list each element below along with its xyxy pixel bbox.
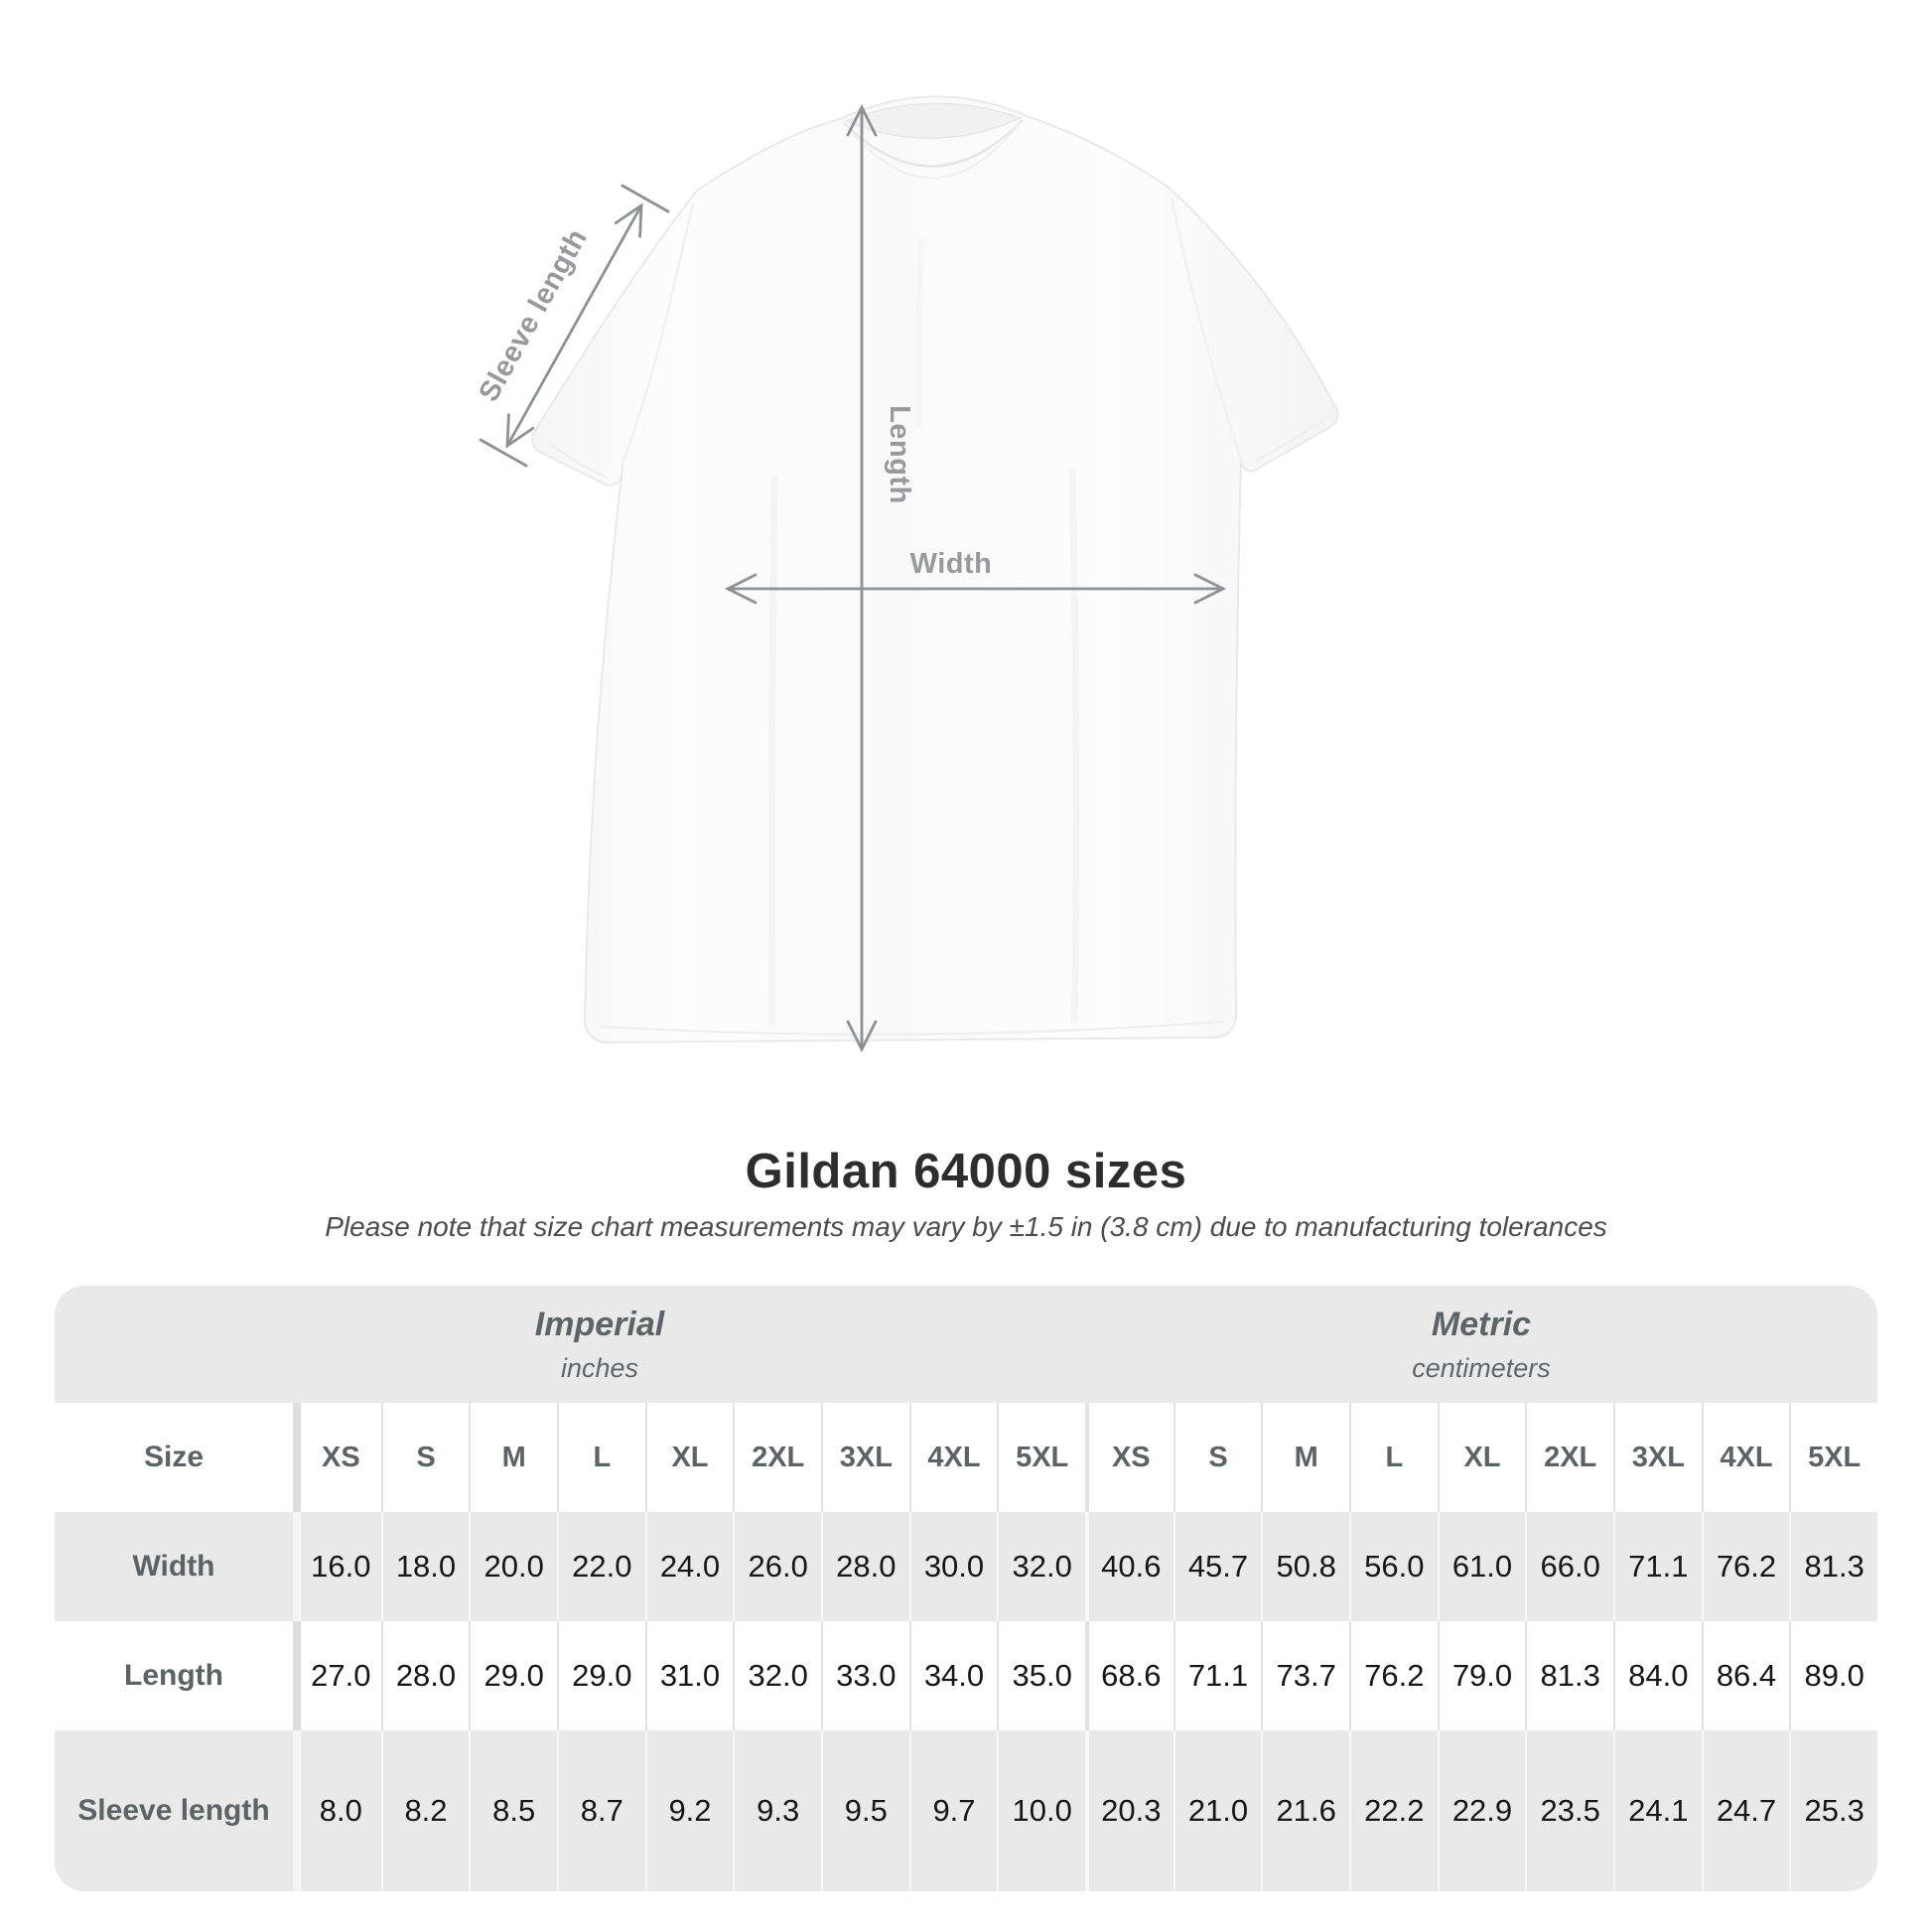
size-col-header: 4XL [909, 1403, 998, 1512]
size-header-row [55, 1403, 1877, 1512]
width-label: Width [909, 548, 993, 580]
table-row-length [55, 1621, 1877, 1730]
size-col-header: 2XL [1525, 1403, 1613, 1512]
size-value-cell: 28.0 [821, 1512, 909, 1621]
size-value-cell: 81.3 [1525, 1621, 1613, 1730]
size-col-header: M [1261, 1403, 1349, 1512]
row-label: Length [124, 1659, 223, 1692]
metric-unit: centimeters [1412, 1352, 1551, 1383]
size-col-header: L [1349, 1403, 1438, 1512]
size-value-cell: 29.0 [469, 1621, 557, 1730]
size-value-cell: 29.0 [557, 1621, 645, 1730]
size-value-cell: 66.0 [1525, 1512, 1613, 1621]
size-value-cell: 45.7 [1173, 1512, 1262, 1621]
size-value-cell: 81.3 [1789, 1512, 1877, 1621]
size-col-header: 5XL [997, 1403, 1085, 1512]
size-value-cell: 34.0 [909, 1621, 998, 1730]
imperial-title: Imperial [534, 1305, 665, 1343]
size-col-header: M [469, 1403, 557, 1512]
size-value-cell: 9.5 [821, 1730, 909, 1891]
size-value-cell: 22.9 [1438, 1730, 1526, 1891]
size-value-cell: 20.3 [1085, 1730, 1173, 1891]
size-value-cell: 32.0 [997, 1512, 1085, 1621]
imperial-header [55, 1286, 1085, 1403]
size-value-cell: 86.4 [1702, 1621, 1790, 1730]
size-value-cell: 24.7 [1702, 1730, 1790, 1891]
size-value-cell: 8.7 [557, 1730, 645, 1891]
size-col-header: 5XL [1789, 1403, 1877, 1512]
size-col-header: XL [1438, 1403, 1526, 1512]
unit-header-row [55, 1286, 1877, 1403]
size-value-cell: 22.0 [557, 1512, 645, 1621]
size-value-cell: 9.3 [733, 1730, 821, 1891]
size-value-cell: 89.0 [1789, 1621, 1877, 1730]
size-value-cell: 71.1 [1613, 1512, 1702, 1621]
size-value-cell: 61.0 [1438, 1512, 1526, 1621]
size-value-cell: 24.0 [645, 1512, 734, 1621]
size-col-header: L [557, 1403, 645, 1512]
size-value-cell: 56.0 [1349, 1512, 1438, 1621]
size-col-header: 3XL [1613, 1403, 1702, 1512]
metric-title: Metric [1431, 1305, 1532, 1343]
size-value-cell: 20.0 [469, 1512, 557, 1621]
size-value-cell: 33.0 [821, 1621, 909, 1730]
size-value-cell: 50.8 [1261, 1512, 1349, 1621]
size-value-cell: 73.7 [1261, 1621, 1349, 1730]
size-value-cell: 9.7 [909, 1730, 998, 1891]
row-label: Width [132, 1550, 215, 1583]
sleeve-length-label: Sleeve length [473, 223, 595, 407]
size-table [55, 1286, 1877, 1891]
row-label: Sleeve length [77, 1794, 270, 1827]
size-value-cell: 35.0 [997, 1621, 1085, 1730]
size-value-cell: 32.0 [733, 1621, 821, 1730]
size-col-header: 3XL [821, 1403, 909, 1512]
table-row-sleeve-length [55, 1730, 1877, 1891]
size-value-cell: 21.6 [1261, 1730, 1349, 1891]
size-value-cell: 71.1 [1173, 1621, 1262, 1730]
size-value-cell: 25.3 [1789, 1730, 1877, 1891]
size-value-cell: 26.0 [733, 1512, 821, 1621]
size-col-header: XS [293, 1403, 381, 1512]
size-value-cell: 22.2 [1349, 1730, 1438, 1891]
size-col-header: S [381, 1403, 470, 1512]
size-value-cell: 8.2 [381, 1730, 470, 1891]
table-row-width [55, 1512, 1877, 1621]
size-value-cell: 76.2 [1702, 1512, 1790, 1621]
size-value-cell: 31.0 [645, 1621, 734, 1730]
size-col-header: XS [1085, 1403, 1173, 1512]
size-value-cell: 18.0 [381, 1512, 470, 1621]
size-value-cell: 16.0 [293, 1512, 381, 1621]
size-col-header: XL [645, 1403, 734, 1512]
size-value-cell: 8.0 [293, 1730, 381, 1891]
page-title: Gildan 64000 sizes [745, 1145, 1187, 1198]
size-value-cell: 9.2 [645, 1730, 734, 1891]
size-value-cell: 79.0 [1438, 1621, 1526, 1730]
size-value-cell: 23.5 [1525, 1730, 1613, 1891]
metric-header [1085, 1286, 1877, 1403]
imperial-unit: inches [560, 1352, 639, 1383]
size-value-cell: 10.0 [997, 1730, 1085, 1891]
size-value-cell: 68.6 [1085, 1621, 1173, 1730]
size-value-cell: 28.0 [381, 1621, 470, 1730]
size-value-cell: 76.2 [1349, 1621, 1438, 1730]
size-value-cell: 84.0 [1613, 1621, 1702, 1730]
size-value-cell: 40.6 [1085, 1512, 1173, 1621]
size-value-cell: 21.0 [1173, 1730, 1262, 1891]
size-value-cell: 24.1 [1613, 1730, 1702, 1891]
size-col-header: S [1173, 1403, 1262, 1512]
size-value-cell: 27.0 [293, 1621, 381, 1730]
size-label: Size [143, 1441, 205, 1473]
size-col-header: 4XL [1702, 1403, 1790, 1512]
length-label: Length [884, 405, 915, 504]
size-value-cell: 8.5 [469, 1730, 557, 1891]
size-value-cell: 30.0 [909, 1512, 998, 1621]
size-col-header: 2XL [733, 1403, 821, 1512]
tolerance-note: Please note that size chart measurements may vary by ±1.5 in (3.8 cm) due to manufacturing tolerances [325, 1211, 1607, 1242]
